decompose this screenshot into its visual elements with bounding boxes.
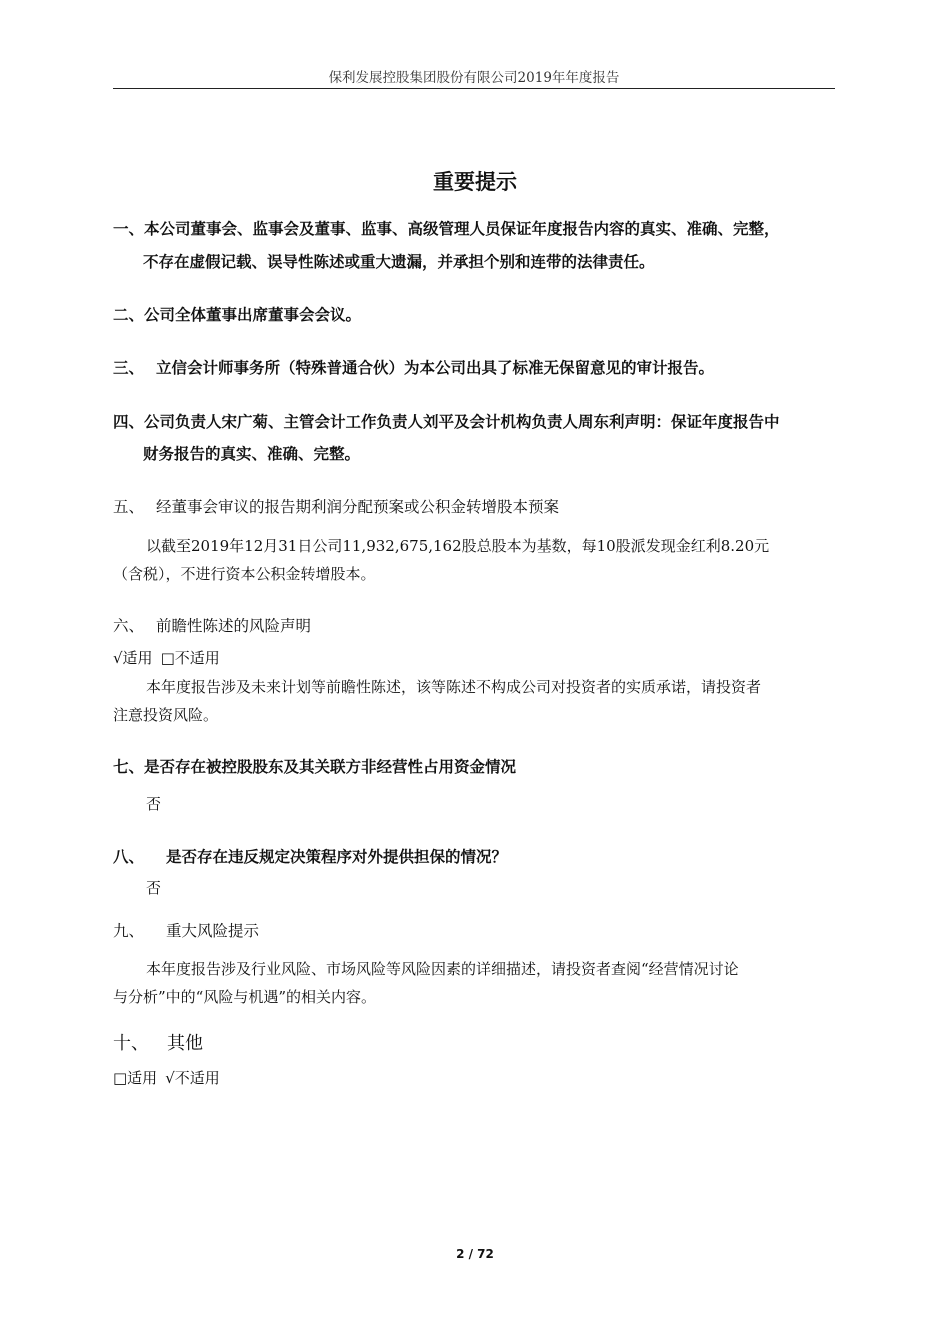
item-6-heading: 前瞻性陈述的风险声明 bbox=[156, 617, 312, 635]
page-number: 2 / 72 bbox=[456, 1247, 494, 1261]
item-5-body-1: 以截至2019年12月31日公司11,932,675,162股总股本为基数，每10股派发现金红利8.20元 bbox=[146, 537, 770, 555]
item-10-not-applicable-checked: √不适用 bbox=[165, 1069, 220, 1087]
item-3-text: 立信会计师事务所（特殊普通合伙）为本公司出具了标准无保留意见的审计报告。 bbox=[156, 359, 715, 377]
item-6-number: 六、 bbox=[113, 617, 145, 635]
item-9-heading-row bbox=[113, 919, 259, 941]
item-9-body-1: 本年度报告涉及行业风险、市场风险等风险因素的详细描述，请投资者查阅“经营情况讨论 bbox=[146, 960, 739, 978]
item-7-heading-row bbox=[113, 755, 516, 777]
item-6-heading-row bbox=[113, 614, 311, 636]
item-6-body-1: 本年度报告涉及未来计划等前瞻性陈述，该等陈述不构成公司对投资者的实质承诺，请投资者 bbox=[146, 678, 762, 696]
item-7-number: 七、 bbox=[113, 758, 145, 776]
item-7-heading: 是否存在被控股股东及其关联方非经营性占用资金情况 bbox=[144, 758, 517, 776]
item-1-text-2: 不存在虚假记载、误导性陈述或重大遗漏，并承担个别和连带的法律责任。 bbox=[143, 253, 655, 271]
item-1-number: 一、 bbox=[113, 220, 145, 238]
item-4-text-1: 公司负责人宋广菊、主管会计工作负责人刘平及会计机构负责人周东利声明：保证年度报告中 bbox=[144, 413, 780, 431]
header-divider bbox=[113, 88, 835, 89]
item-9-number: 九、 bbox=[113, 922, 145, 940]
page-title: 重要提示 bbox=[433, 170, 517, 194]
item-2-text: 公司全体董事出席董事会会议。 bbox=[144, 306, 362, 324]
item-10-applicability bbox=[113, 1067, 220, 1088]
item-5-heading: 经董事会审议的报告期利润分配预案或公积金转增股本预案 bbox=[156, 498, 560, 516]
item-6-applicability bbox=[113, 647, 220, 668]
running-header: 保利发展控股集团股份有限公司2019年年度报告 bbox=[328, 70, 620, 86]
item-1-line-1 bbox=[113, 217, 780, 239]
item-7-answer: 否 bbox=[146, 795, 162, 813]
item-4-text-2: 财务报告的真实、准确、完整。 bbox=[143, 445, 361, 463]
item-9-heading: 重大风险提示 bbox=[166, 922, 260, 940]
item-8-answer: 否 bbox=[146, 879, 162, 897]
item-2 bbox=[113, 303, 361, 325]
item-8-heading-row bbox=[113, 845, 507, 867]
item-5-number: 五、 bbox=[113, 498, 145, 516]
item-8-heading: 是否存在违反规定决策程序对外提供担保的情况？ bbox=[166, 848, 508, 866]
item-6-body-2: 注意投资风险。 bbox=[113, 706, 219, 724]
item-8-number: 八、 bbox=[113, 848, 145, 866]
item-2-number: 二、 bbox=[113, 306, 145, 324]
item-10-applicable: □适用 bbox=[113, 1069, 158, 1087]
item-1-text-1: 本公司董事会、监事会及董事、监事、高级管理人员保证年度报告内容的真实、准确、完整， bbox=[144, 220, 780, 238]
item-6-applicable-checked: √适用 bbox=[113, 649, 153, 667]
item-10-heading-row bbox=[113, 1029, 203, 1055]
item-4-line-1 bbox=[113, 410, 780, 432]
item-10-heading: 其他 bbox=[167, 1033, 203, 1054]
item-4-number: 四、 bbox=[113, 413, 145, 431]
item-3-number: 三、 bbox=[113, 359, 145, 377]
item-9-body-2: 与分析”中的“风险与机遇”的相关内容。 bbox=[113, 988, 377, 1006]
item-10-number: 十、 bbox=[113, 1033, 149, 1054]
item-5-heading-row bbox=[113, 495, 559, 517]
item-3 bbox=[113, 356, 714, 378]
item-5-body-2: （含税），不进行资本公积金转增股本。 bbox=[113, 565, 376, 583]
item-6-not-applicable: □不适用 bbox=[160, 649, 220, 667]
